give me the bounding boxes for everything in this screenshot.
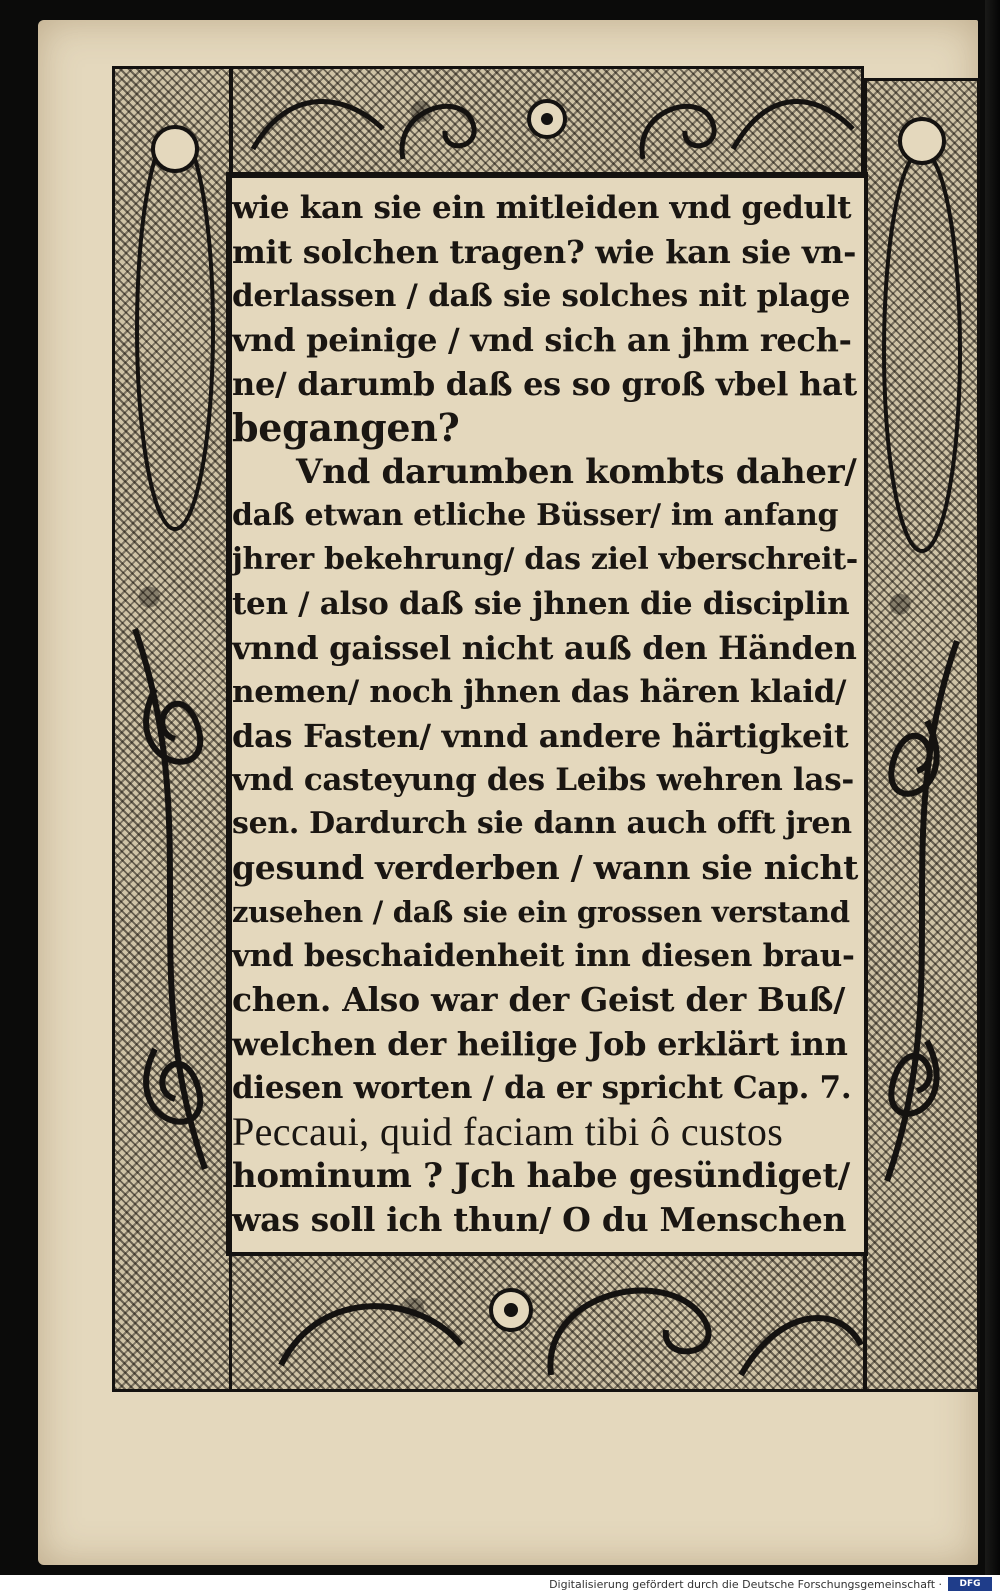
page-text bbox=[232, 186, 858, 1246]
text-line: mit solchen tragen? wie kan sie vn- bbox=[232, 233, 857, 271]
text-line-latin: Peccaui, quid faciam tibi ô custos bbox=[232, 1109, 784, 1154]
woodcut-frame-top bbox=[230, 66, 864, 178]
text-line: vnnd gaissel nicht auß den Händen bbox=[232, 629, 857, 667]
text-line: begangen? bbox=[232, 405, 460, 450]
footer-credit: Digitalisierung gefördert durch die Deutsche Forschungsgemeinschaft · bbox=[549, 1578, 942, 1591]
text-line: chen. Also war der Geist der Buß/ bbox=[232, 980, 845, 1019]
text-line: derlassen / daß sie solches nit plage bbox=[232, 278, 851, 314]
text-line: vnd casteyung des Leibs wehren las- bbox=[232, 762, 854, 798]
text-line: diesen worten / da er spricht Cap. 7. bbox=[232, 1070, 852, 1106]
text-line: Vnd darumben kombts daher/ bbox=[296, 452, 857, 492]
text-line: vnd peinige / vnd sich an jhm rech- bbox=[232, 321, 852, 359]
woodcut-frame-left bbox=[112, 66, 232, 1392]
text-line: zusehen / daß sie ein grossen verstand bbox=[232, 895, 850, 929]
text-line: wie kan sie ein mitleiden vnd gedult bbox=[232, 190, 852, 226]
text-line: ten / also daß sie jhnen die disciplin bbox=[232, 586, 850, 622]
text-line: daß etwan etliche Büsser/ im anfang bbox=[232, 498, 839, 533]
text-line: hominum ? Jch habe gesündiget/ bbox=[232, 1156, 850, 1196]
text-line: jhrer bekehrung/ das ziel vberschreit- bbox=[232, 542, 858, 577]
text-line: was soll ich thun/ O du Menschen bbox=[232, 1200, 847, 1239]
text-line: welchen der heilige Job erklärt inn bbox=[232, 1025, 848, 1063]
text-line: vnd beschaidenheit inn diesen brau- bbox=[232, 938, 855, 974]
text-line: nemen/ noch jhnen das hären klaid/ bbox=[232, 674, 847, 710]
scan-right-edge bbox=[985, 0, 1000, 1575]
text-line: gesund verderben / wann sie nicht bbox=[232, 848, 859, 887]
text-line: das Fasten/ vnnd andere härtigkeit bbox=[232, 717, 849, 755]
text-line: ne/ darumb daß es so groß vbel hat bbox=[232, 365, 857, 403]
woodcut-frame-right bbox=[864, 78, 980, 1392]
woodcut-frame-bottom bbox=[218, 1252, 866, 1392]
dfg-logo[interactable]: DFG bbox=[948, 1577, 992, 1591]
text-line: sen. Dardurch sie dann auch offt jren bbox=[232, 806, 852, 841]
